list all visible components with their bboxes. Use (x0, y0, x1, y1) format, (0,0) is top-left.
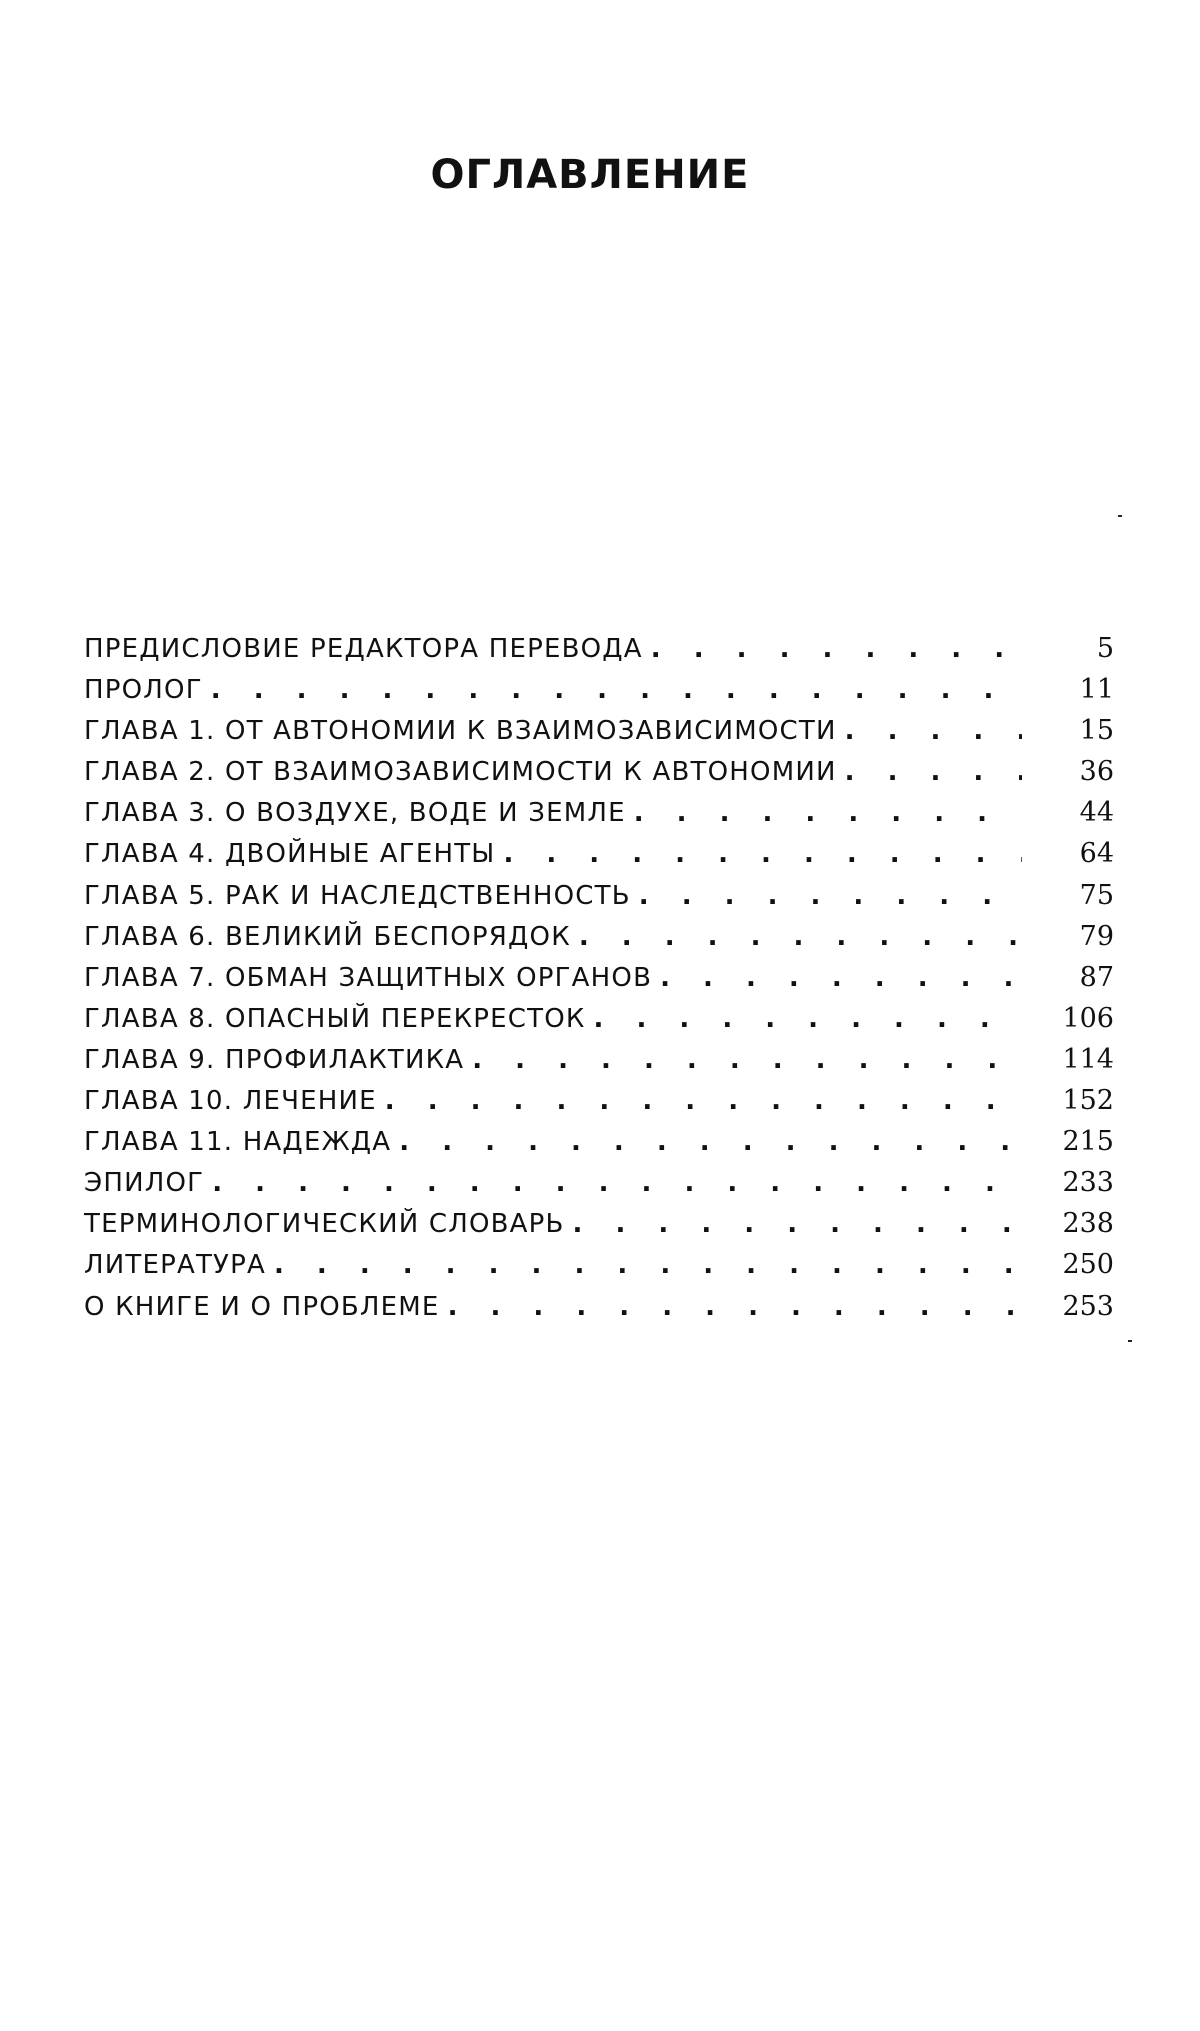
toc-entry-title: ГЛАВА 11. НАДЕЖДА (84, 1127, 392, 1158)
toc-entry-page: 250 (1062, 1249, 1114, 1281)
page-title: ОГЛАВЛЕНИЕ (430, 152, 750, 198)
toc-entry-page: 87 (1079, 961, 1114, 993)
toc-entry-title: О КНИГЕ И О ПРОБЛЕМЕ (84, 1291, 440, 1322)
toc-entry-page: 5 (1096, 633, 1114, 664)
dot-leader (571, 922, 1022, 952)
toc-entry-page: 79 (1079, 920, 1114, 952)
toc-entry-page: 215 (1062, 1126, 1114, 1158)
dot-leader (464, 1045, 1022, 1075)
dot-leader (203, 675, 1022, 705)
toc-entry-title: ГЛАВА 5. РАК И НАСЛЕДСТВЕННОСТЬ (84, 880, 631, 911)
toc-entry (84, 838, 1114, 879)
toc-entry (84, 880, 1114, 921)
toc-entry-title: ГЛАВА 8. ОПАСНЫЙ ПЕРЕКРЕСТОК (84, 1003, 586, 1034)
toc-entry-page: 36 (1079, 756, 1114, 788)
toc-entry (84, 1126, 1114, 1167)
dot-leader (586, 1004, 1022, 1034)
scan-speck (1118, 515, 1122, 517)
toc-entry (84, 1003, 1114, 1044)
toc-entry-title: ПРОЛОГ (84, 675, 203, 706)
toc-entry-title: ГЛАВА 9. ПРОФИЛАКТИКА (84, 1044, 465, 1075)
dot-leader (565, 1209, 1022, 1239)
dot-leader (837, 716, 1022, 746)
dot-leader (391, 1127, 1022, 1157)
toc-entry-page: 238 (1062, 1208, 1114, 1240)
toc-entry-page: 152 (1062, 1085, 1114, 1117)
toc-entry-title: ТЕРМИНОЛОГИЧЕСКИЙ СЛОВАРЬ (84, 1209, 565, 1240)
toc-entry-page: 64 (1079, 838, 1114, 870)
toc-entry-title: ГЛАВА 3. О ВОЗДУХЕ, ВОДЕ И ЗЕМЛЕ (84, 798, 626, 829)
dot-leader (626, 798, 1022, 828)
toc-entry-page: 106 (1062, 1002, 1114, 1034)
toc-entry (84, 756, 1114, 797)
dot-leader (837, 757, 1022, 787)
toc-entry (84, 1044, 1114, 1085)
toc-entry-page: 15 (1079, 715, 1114, 747)
scan-speck (1128, 1340, 1132, 1342)
toc-entry-title: ПРЕДИСЛОВИЕ РЕДАКТОРА ПЕРЕВОДА (84, 634, 643, 664)
toc-entry-title: ГЛАВА 2. ОТ ВЗАИМОЗАВИСИМОСТИ К АВТОНОМИИ (84, 757, 837, 788)
toc-entry (84, 797, 1114, 838)
toc-entry (84, 633, 1114, 674)
toc-entry-page: 75 (1079, 879, 1114, 911)
toc-entry-title: ЛИТЕРАТУРА (84, 1250, 266, 1281)
dot-leader (631, 881, 1022, 911)
dot-leader (643, 634, 1022, 664)
toc-entry-title: ГЛАВА 6. ВЕЛИКИЙ БЕСПОРЯДОК (84, 921, 571, 952)
toc-entry-title: ГЛАВА 1. ОТ АВТОНОМИИ К ВЗАИМОЗАВИСИМОСТИ (84, 716, 837, 747)
dot-leader (652, 963, 1022, 993)
toc-entry (84, 715, 1114, 756)
dot-leader (377, 1086, 1022, 1116)
dot-leader (266, 1250, 1022, 1280)
toc-entry (84, 1249, 1114, 1290)
toc-entry (84, 962, 1114, 1003)
toc-entry (84, 674, 1114, 715)
dot-leader (440, 1292, 1022, 1322)
toc-entry-title: ГЛАВА 4. ДВОЙНЫЕ АГЕНТЫ (84, 839, 496, 870)
toc-entry-page: 114 (1062, 1043, 1114, 1075)
toc-entry (84, 1167, 1114, 1208)
table-of-contents (84, 633, 1114, 1332)
toc-entry-page: 233 (1062, 1167, 1114, 1199)
toc-entry-title: ЭПИЛОГ (84, 1168, 205, 1199)
dot-leader (495, 839, 1022, 869)
toc-entry-page: 44 (1079, 797, 1114, 829)
toc-entry-page: 253 (1062, 1290, 1114, 1322)
toc-entry (84, 1208, 1114, 1249)
toc-entry (84, 1291, 1114, 1332)
toc-entry (84, 921, 1114, 962)
toc-entry (84, 1085, 1114, 1126)
toc-entry-title: ГЛАВА 7. ОБМАН ЗАЩИТНЫХ ОРГАНОВ (84, 962, 653, 993)
toc-entry-page: 11 (1079, 674, 1114, 706)
toc-entry-title: ГЛАВА 10. ЛЕЧЕНИЕ (84, 1086, 377, 1117)
dot-leader (204, 1168, 1022, 1198)
